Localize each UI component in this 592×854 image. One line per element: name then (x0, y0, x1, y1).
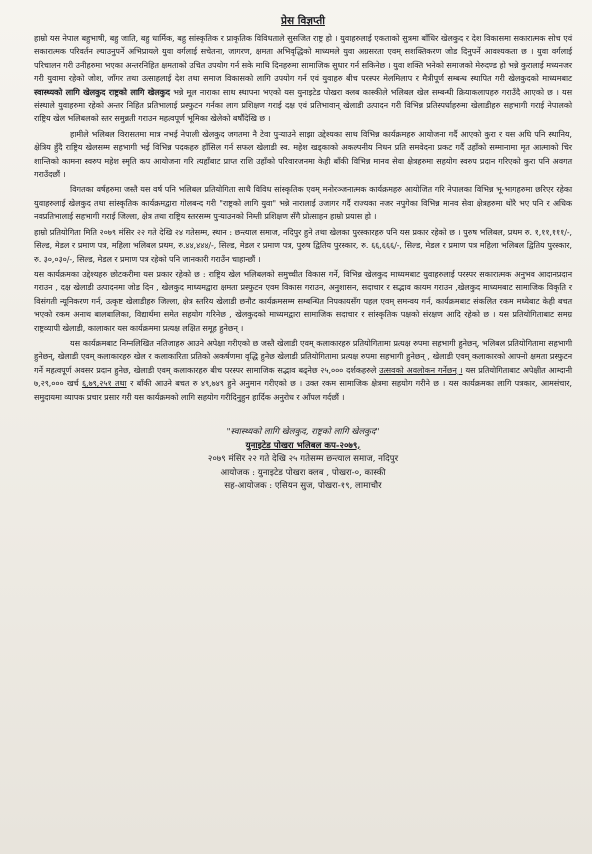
outcomes-text-f: यस कार्यक्रमका लागि पत्रकार, आमसंचार, समुदायमा व्यापक प्रचार प्रसार गरी यस कार्यक्रमको लागि सहयोग गरीदिनुहुन हार्दिक अनुरोध र आँपल गर्दछौं । (34, 378, 572, 402)
footer-co-organizer: सह-आयोजक : एसियन सुज, पोखरा-१९, लामाचौर (224, 481, 382, 492)
paragraph-history: हामीले भलिबल विरासतमा मात्र नभई नेपाली खेलकुद जगतमा नै टेवा पुऱ्याउने साझा उद्देश्यका साथ विभिन्न कार्यक्रमहरु आयोजना गर्दै आएको कुरा र यस अघि पनि स्थानिय, क्षेत्रिय हुँदै राष्ट्रिय खेलसम्म सहभागी भई विभिन्न पदकहरु हाँसिल गर्न सफल खेलाडी स्व. महेश खड्काको अकल्पनीय निधन प्रति समवेदना प्रकट गर्दै उहाँको सम्मानामा मृत आत्माको चिर शान्तिको कामना स्वरुप महेश स्मृति कप आयोजना गरि त्यहाँबाट प्राप्त राशि उहाँको परिवारजनमा केही बाँकी विभिन्न मानव सेवा क्षेत्रहरुमा सहयोग स्वरुप प्रदान गरिएको कुरा पनि अवगत गराउँदछौं । (34, 128, 572, 180)
outcomes-text-b: उत्सवको अवलोकन गर्नेछन् । (379, 364, 463, 375)
paragraph-program: विगतका वर्षहरुमा जस्तै यस वर्ष पनि भलिबल प्रतियोगिता साथै विविध सांस्कृतिक एवम् मनोरञ्जनात्मक कार्यक्रमहरु आयोजित गरि नेपालका विभिन्न भू-भागहरुमा छरिएर रहेका युवाहरुलाई खेलकुद तथा सांस्कृतिक कार्यक्रमद्वारा गोलबन्द गरी "राष्ट्रको लागि युवा" भन्ने नारालाई उजागर गर्दै राज्यका नजर नपुगेका विभिन्न मानव सेवा क्षेत्रहरुमा थोरै भए पनि र अधिक नवप्रतिभालाई सहभागी गराई जिल्ला, क्षेत्र तथा राष्ट्रिय स्तरसम्म पुऱ्याउनको निम्ती प्रशिक्षण सँगै प्रोत्साहन हाम्रो प्रयास हो । (34, 184, 572, 222)
paragraph-outcomes (34, 337, 572, 404)
footer-slogan: "स्वास्थ्यको लागि खेलकुद, राष्ट्रको लागि खेलकुद" (226, 426, 380, 437)
outcomes-text-d: ६,७९,२५१ तथा (81, 378, 127, 389)
intro-text-c: भन्ने मूल नाराका साथ स्थापना भएको यस युनाइटेड पोखरा क्लब कास्कीले भलिबल खेल सम्बन्धी क्रियाकलापहरु गराउँदै आएको छ । यस संस्थाले युवाहरुमा रहेको अन्तर निहित प्रतिभालाई प्रस्फुटन गर्नका लाग प्रशिक्षण गराई दक्ष एवं प्रतिभावान् खेलाडी उत्पादन गरी विभिन्न प्रतिस्पर्धाहरुमा खेलाडीहरु सहभागी गराई नेपालको राष्ट्रिय खेल भलिबलको स्तर समुन्नती गराउन महत्वपूर्ण भूमिका खेलेको बर्षौंदेखि छ । (34, 86, 572, 124)
footer-organizer: आयोजक : युनाइटेड पोखरा क्लब , पोखरा-०, कास्की (220, 467, 386, 478)
outcomes-text-c: यस प्रतियोगिताबाट अपेक्षीत आम्दानी ७,२९,००० खर्च (34, 364, 572, 389)
paragraph-intro (34, 32, 572, 126)
footer-dates: २०७९ मंसिर २२ गते देखि २५ गतेसम्म छन्त्याल समाज, नदिपुर (207, 454, 399, 465)
intro-text-a: हाम्रो यस नेपाल बहुभाषी, बहु जाति, बहु धार्मिक, बहु सांस्कृतिक र प्राकृतिक विविधताले सुसजित राष्ट्र हो । युवाहरुलाई एकताको सुत्रमा बाँधिर खेलकुद र देश विकासमा सकारात्मक सोच एवं सकारात्मक परिवर्तन ल्याउनुपर्ने अभिप्रायले युवा वर्गलाई सचेतना, जागरण, क्षमता अभिवृद्धिको माध्यमले युवा अग्रसरता एवम् सशक्तिकरण जोड दिनुपर्ने आवश्यकता छ । युवा वर्गलाई परिचालन गरी उनीहरुमा भएका अन्तरनिहित क्षमताको उचित उपयोग गर्न सके माथि दिनहरुमा सामाजिक सुधार गर्न सकिनेछ । युवा शक्ति भनेको समाजको मेरुदण्ड हो भन्ने कुरालाई मध्यनजर गरी युवामा रहेको जोश, जाँगर तथा उत्साहलाई देश तथा समाज विकासको लागि उपयोग गर्न एवं युवाहरु बीच परस्पर मेलमिलाप र मैत्रीपूर्ण सम्बन्ध स्थापित गरी खेलकुदको माध्यमबाट (34, 33, 572, 84)
paragraph-prizes: हाम्रो प्रतियोगिता मिति २०७९ मंसिर २२ गते देखि २४ गतेसम्म, स्थान : छन्त्याल समाज, नदिपुर हुने तथा खेलका पुरस्कारहरु पनि यस प्रकार रहेको छ । पुरुष भलिबल, प्रथम रु. १,११,१११/-, सिल्ड, मेडल र प्रमाण पत्र, महिला भलिबल प्रथम, रु.४४,४४४/-, सिल्ड, मेडल र प्रमाण पत्र, पुरुष द्वितिय पुरस्कार, रु. ६६,६६६/-, सिल्ड, मेडल र प्रमाण पत्र महिला भलिबल द्वितिय पुरस्कार, रु. ३०,०३०/-, सिल्ड, मेडल र प्रमाण पत्र रहेको पनि जानकारी गराउँन चाहान्छौं । (34, 226, 572, 264)
page-title: प्रेस विज्ञप्ती (281, 15, 325, 27)
intro-slogan: स्वास्थ्यको लागि खेलकुद राष्ट्रको लागि खेलकुद (34, 86, 171, 97)
outcomes-text-e: र बाँकी आउने बचत रु ४९,७४९ हुने अनुमान गरीएको छ । उक्त रकम सामाजिक क्षेत्रमा सहयोग गरीने छ । (130, 378, 446, 389)
footer-event-name: युनाइटेड पोखरा भलिबल कप-२०७९, (245, 440, 361, 451)
footer-block (34, 426, 572, 494)
paragraph-objectives: यस कार्यक्रमका उद्देश्यहरु छोटकरीमा यस प्रकार रहेको छ : राष्ट्रिय खेल भलिबलको समुच्चीत विकास गर्ने, विभिन्न खेलकुद माध्यमबाट युवाहरुलाई परस्पर सकारात्मक अनुभव आदानप्रदान गराउन , दक्ष खेलाडी उत्पादनमा जोड दिन , खेलकुद माध्यमद्वारा क्षमता प्रस्फुटन एवम विकास गराउन, अनुशासन, सदाचार र सद्भाव कायम गराउन ,खेलकुद माध्यमबाट सामाजिक विकृति र विसंगती न्यूनिकरण गर्न, उत्कृष्ट खेलाडीहरु जिल्ला, क्षेत्र स्तरिय खेलाडी छनौट कार्यक्रमसम्म सम्बन्धित निपकायसँग पहल एवम् समन्वय गर्न, कार्यक्रमबाट संकलित रकम मध्येबाट केही बचत भएको रकम अनाथ बालबालिका, विद्यार्थमा समेत सहयोग गरिनेछ , खेलकुदको माध्यमद्वारा सामाजिक सदाचार र सांस्कृतिक पक्षको संरक्षण आदि रहेको छ । यस प्रतियोगिताबाट समग्र राष्ट्रव्यापी खेलाडी, कालाकार यस कार्यक्रममा प्रत्यक्ष लक्षित समूह हुनेछन् । (34, 268, 572, 333)
outcomes-text-a: यस कार्यक्रमबाट निम्नलिखित नतिजाहरु आउने अपेक्षा गरीएको छ जस्तै खेलाडी एवम् कलाकारहरु प्रतियोगितामा प्रत्यक्ष रुपमा सहभागी हुनेछन्, भलिबल प्रतियोगितामा सहभागी हुनेछन्, खेलाडी एवम् कलाकारहरु खेल र कलाकारिता प्रतिको अकर्षणमा वृद्धि हुनेछ खेलाडी प्रतियोगितामा प्रत्यक्ष रुपमा सहभागी हुनेछन् , खेलाडी एवम् कलाकारको आफ्नो क्षमता प्रस्फुटन गर्ने महत्वपूर्ण अवसर प्रदान हुनेछ, खेलाडी एवम् कलाकारहरु बीच परस्पर सामाजिक सद्भाव बढ्नेछ २५,००० दर्शकहरुले (34, 337, 572, 375)
